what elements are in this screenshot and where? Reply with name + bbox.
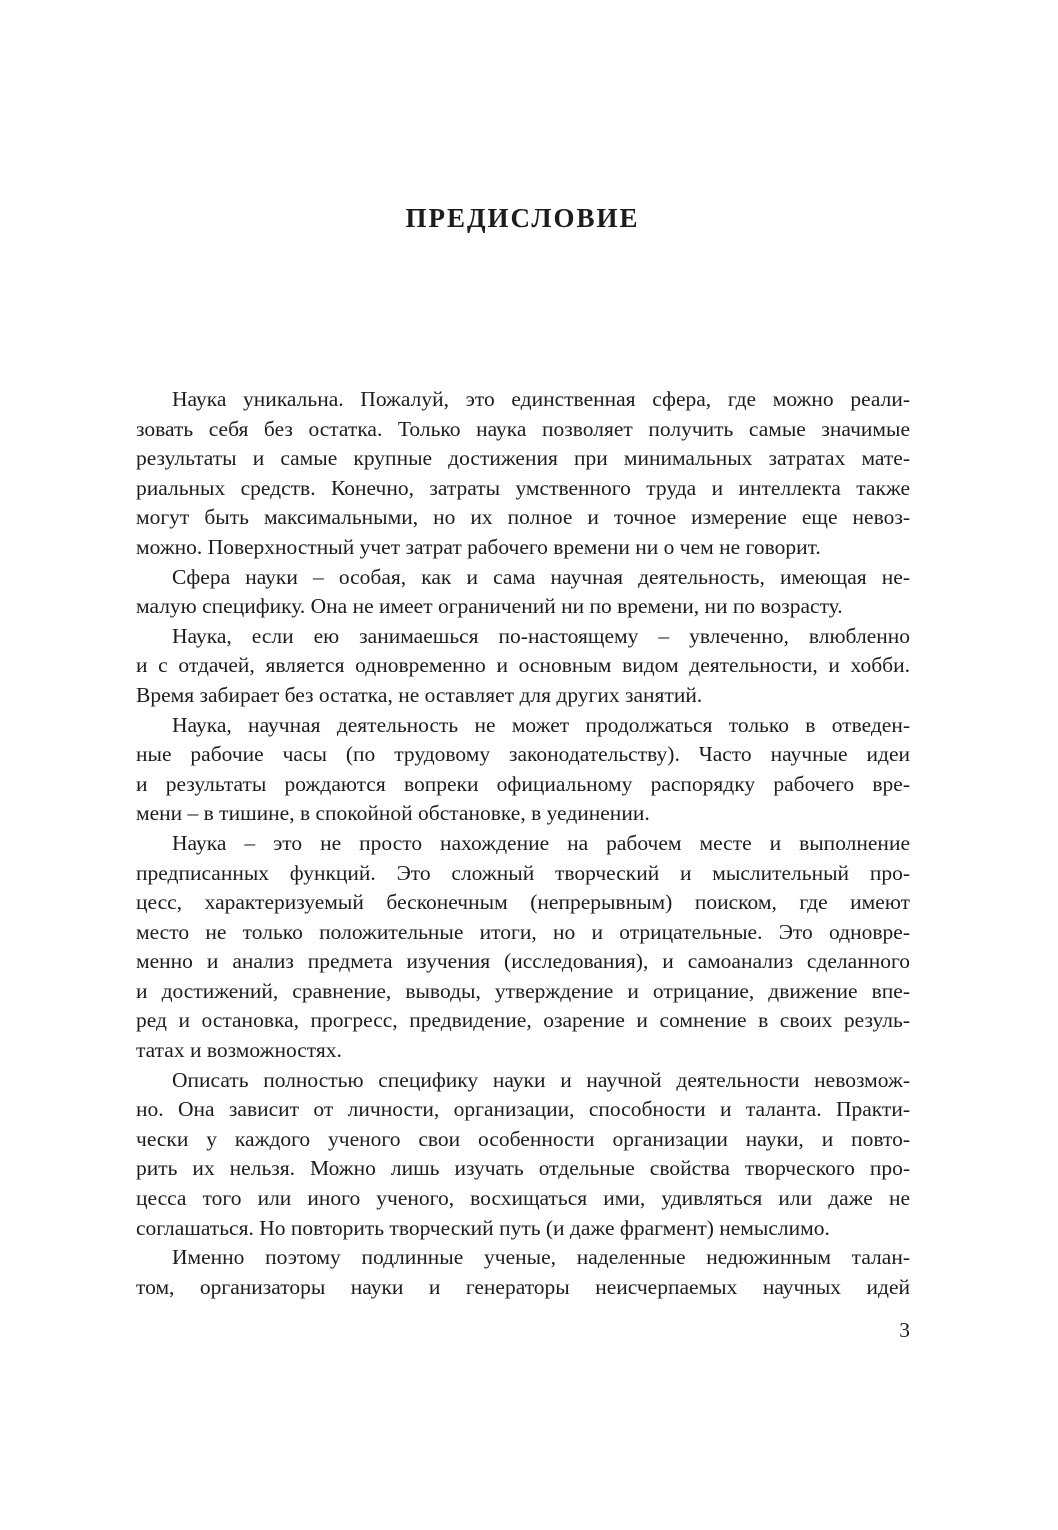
text-line: Наука – это не просто нахождение на рабочем месте и выполнение bbox=[172, 830, 910, 855]
text-line: цесс, характеризуемый бесконечным (непрерывным) поиском, где имеют bbox=[136, 890, 910, 915]
text-line: и результаты рождаются вопреки официальному распорядку рабочего вре- bbox=[136, 771, 910, 796]
text-line: предписанных функций. Это сложный творческий и мыслительный про- bbox=[136, 860, 910, 885]
text-line: том, организаторы науки и генераторы неисчерпаемых научных идей bbox=[136, 1274, 910, 1299]
text-line: чески у каждого ученого свои особенности организации науки, и повто- bbox=[136, 1126, 910, 1151]
text-line: и с отдачей, является одновременно и основным видом деятельности, и хобби. bbox=[136, 653, 910, 678]
text-line: Описать полностью специфику науки и научной деятельности невозмож- bbox=[172, 1067, 910, 1092]
paragraph bbox=[136, 829, 910, 1066]
text-line: татах и возможностях. bbox=[136, 1038, 342, 1063]
text-line: цесса того или иного ученого, восхищаться ими, удивляться или даже не bbox=[136, 1186, 910, 1211]
text-line: место не только положительные итоги, но и отрицательные. Это одновре- bbox=[136, 919, 910, 944]
text-line: риальных средств. Конечно, затраты умственного труда и интеллекта также bbox=[136, 475, 910, 500]
text-line: рить их нельзя. Можно лишь изучать отдельные свойства творческого про- bbox=[136, 1156, 910, 1181]
text-line: мени – в тишине, в спокойной обстановке, в уединении. bbox=[136, 801, 650, 826]
text-line: ные рабочие часы (по трудовому законодательству). Часто научные идеи bbox=[136, 742, 910, 767]
paragraph bbox=[136, 711, 910, 829]
paragraph bbox=[136, 563, 910, 622]
text-line: и достижений, сравнение, выводы, утверждение и отрицание, движение впе- bbox=[136, 978, 910, 1003]
text-line: Время забирает без остатка, не оставляет для других занятий. bbox=[136, 682, 703, 707]
text-line: соглашаться. Но повторить творческий путь (и даже фрагмент) немыслимо. bbox=[136, 1215, 830, 1240]
page-number: 3 bbox=[899, 1318, 910, 1342]
text-line: результаты и самые крупные достижения при минимальных затратах мате- bbox=[136, 446, 910, 471]
text-line: ред и остановка, прогресс, предвидение, озарение и сомнение в своих резуль- bbox=[136, 1008, 910, 1033]
text-line: Наука, научная деятельность не может продолжаться только в отведен- bbox=[172, 712, 910, 737]
text-line: Наука, если ею занимаешься по-настоящему – увлеченно, влюбленно bbox=[172, 623, 910, 648]
text-line: можно. Поверхностный учет затрат рабочего времени ни о чем не говорит. bbox=[136, 534, 821, 559]
page-title: ПРЕДИСЛОВИЕ bbox=[405, 203, 640, 233]
body-text bbox=[136, 385, 910, 1302]
paragraph bbox=[136, 622, 910, 711]
text-line: могут быть максимальными, но их полное и точное измерение еще невоз- bbox=[136, 505, 910, 530]
text-line: менно и анализ предмета изучения (исследования), и самоанализ сделанного bbox=[136, 949, 910, 974]
text-line: малую специфику. Она не имеет ограничений ни по времени, ни по возрасту. bbox=[136, 594, 843, 619]
text-line: зовать себя без остатка. Только наука позволяет получить самые значимые bbox=[136, 416, 910, 441]
paragraph bbox=[136, 385, 910, 563]
text-line: Наука уникальна. Пожалуй, это единственная сфера, где можно реали- bbox=[172, 387, 910, 411]
paragraph bbox=[136, 1066, 910, 1244]
paragraph bbox=[136, 1243, 910, 1302]
text-line: Сфера науки – особая, как и сама научная деятельность, имеющая не- bbox=[172, 564, 910, 589]
text-line: но. Она зависит от личности, организации, способности и таланта. Практи- bbox=[136, 1097, 910, 1122]
text-line: Именно поэтому подлинные ученые, наделенные недюжинным талан- bbox=[172, 1245, 910, 1270]
